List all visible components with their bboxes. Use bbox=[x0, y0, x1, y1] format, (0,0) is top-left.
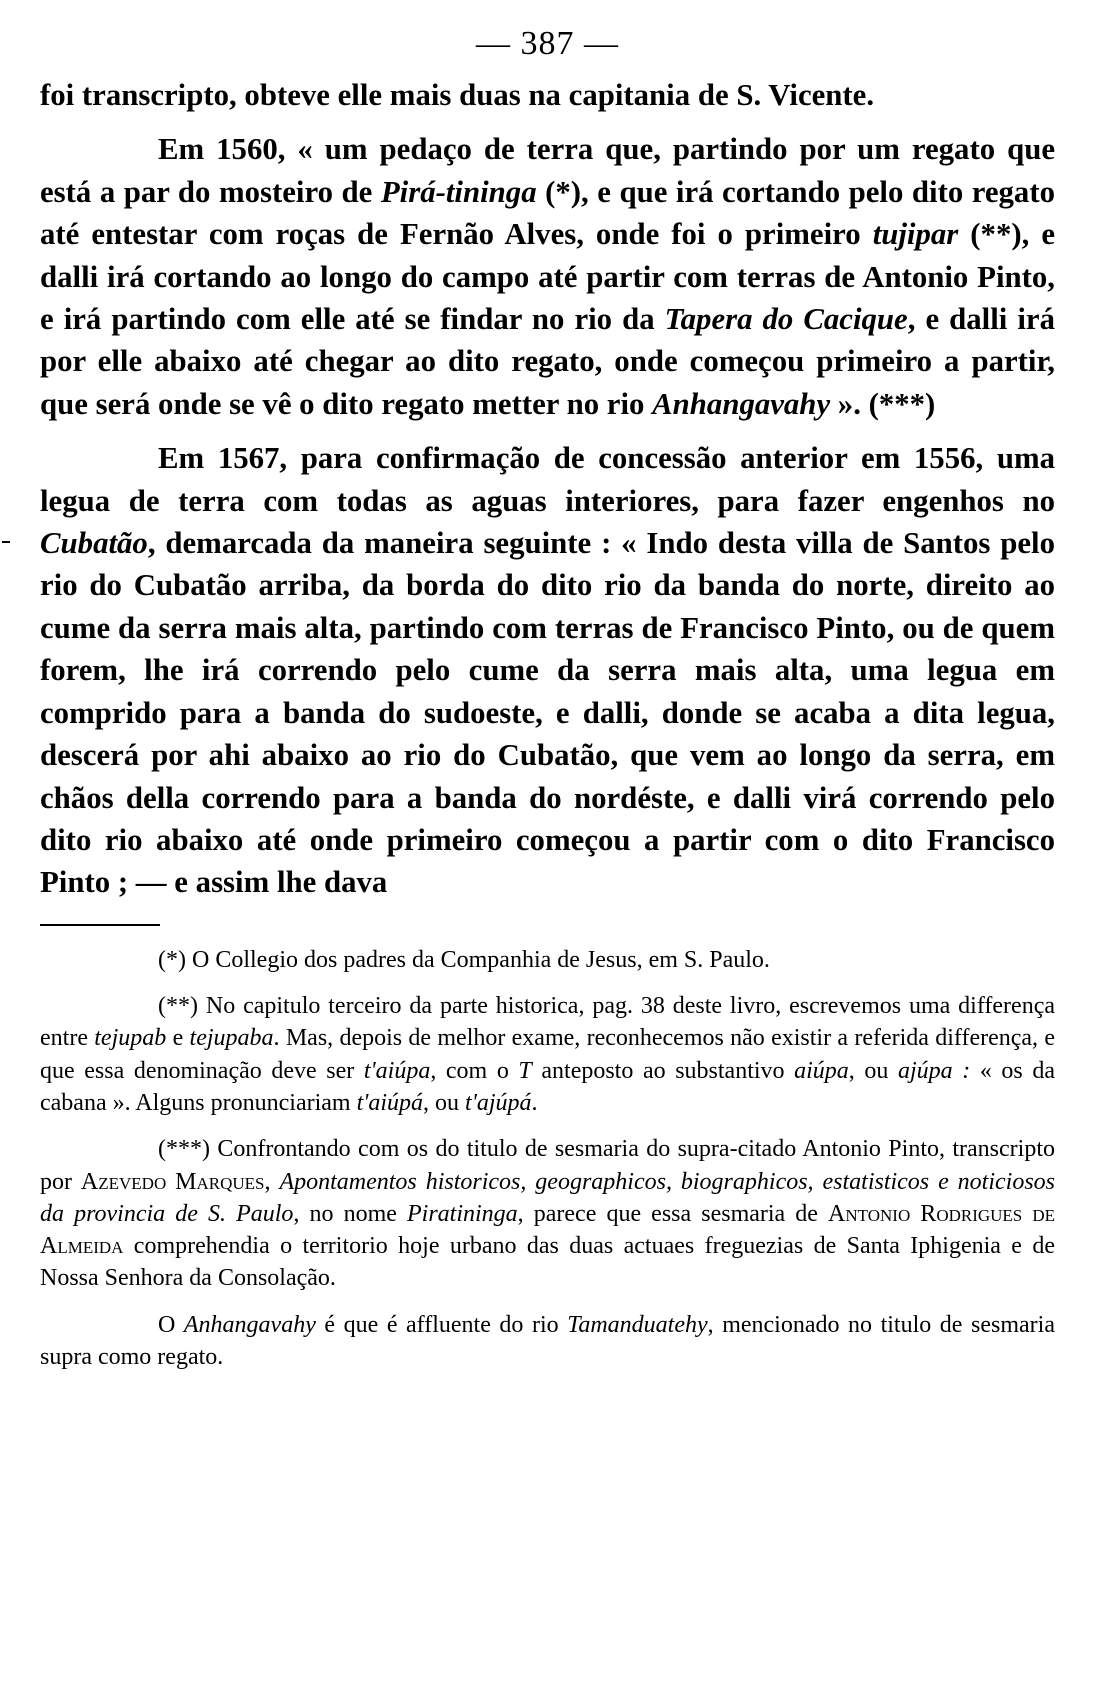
text-run: (*), e que irá cortando pelo dito regato até entestar com roças de Fernão Alves, onde foi o primeiro bbox=[40, 174, 1055, 252]
footnote bbox=[40, 1133, 1055, 1294]
text-run: Em 1560, « um pedaço de terra que, partindo por um regato que está a par do mosteiro de bbox=[40, 132, 1055, 209]
italic-text: tejupab bbox=[94, 1025, 167, 1052]
text-run: (**), e dalli irá cortando ao longo do campo até partir com terras de Antonio Pinto, e irá partindo com elle até se findar no rio da bbox=[40, 217, 1055, 337]
italic-text: Tamanduatehy bbox=[567, 1311, 708, 1338]
text-run: foi transcripto, obteve elle mais duas na capitania de S. Vicente. bbox=[40, 78, 875, 112]
italic-text: T bbox=[518, 1057, 532, 1084]
margin-mark bbox=[2, 541, 10, 543]
italic-text: aiúpa bbox=[794, 1057, 849, 1084]
text-run: , mencionado no titulo de sesmaria supra como regato. bbox=[40, 1311, 1055, 1370]
text-run: comprehendia o territorio hoje urbano das duas actuaes freguezias de Santa Iphigenia e de Nossa Senhora da Consolação. bbox=[40, 1233, 1055, 1292]
italic-text: Apontamentos historicos, geographicos, biographicos, estatisticos e noticiosos da provincia de S. Paulo bbox=[40, 1168, 1055, 1227]
text-run: , no nome bbox=[293, 1200, 407, 1227]
text-run: e bbox=[166, 1025, 190, 1052]
italic-text: tejupaba bbox=[189, 1025, 274, 1052]
footnote bbox=[40, 1309, 1055, 1374]
italic-text: Anhangavahy bbox=[652, 386, 831, 421]
paragraph bbox=[40, 437, 1055, 903]
text-run: , bbox=[264, 1168, 280, 1195]
paragraph bbox=[40, 128, 1055, 425]
text-run: (***) Confrontando com os do titulo de sesmaria do supra-citado Antonio Pinto, transcripto por bbox=[40, 1136, 1055, 1195]
text-run: , parece que essa sesmaria de bbox=[517, 1200, 829, 1227]
text-run: « os da cabana ». Alguns pronunciariam bbox=[40, 1057, 1056, 1116]
text-run: . bbox=[531, 1089, 538, 1116]
footnote-rule bbox=[40, 924, 160, 926]
footnotes bbox=[40, 944, 1055, 1374]
text-run: , demarcada da maneira seguinte : « Indo desta villa de Santos pelo rio do Cubatão arriba, da borda do dito rio da banda do norte, direito ao cume da serra mais alta, partindo com terras de Francisco Pinto, ou de quem forem, lhe irá correndo pelo cume da serra mais alta, uma legua em comprido para a banda do sudoeste, e dalli, donde se acaba a dita legua, descerá por ahi abaixo ao rio do Cubatão, que vem ao longo da serra, em chãos della correndo para a banda do nordéste, e dalli virá correndo pelo dito rio abaixo até onde primeiro começou a partir com o dito Francisco Pinto ; — e assim lhe dava bbox=[40, 526, 1055, 900]
small-caps-text: Azevedo Marques bbox=[80, 1168, 265, 1195]
page bbox=[40, 0, 1055, 1373]
italic-text: Pirá-tininga bbox=[380, 174, 537, 209]
text-run: , com o bbox=[430, 1057, 519, 1084]
text-run: (*) O Collegio dos padres da Companhia de Jesus, em S. Paulo. bbox=[158, 946, 770, 973]
text-run: , ou bbox=[848, 1057, 898, 1084]
italic-text: Anhangavahy bbox=[183, 1311, 316, 1338]
text-run: . Mas, depois de melhor exame, reconhecemos não existir a referida differença, e que essa denominação deve ser bbox=[40, 1025, 1055, 1084]
paragraph bbox=[40, 74, 1055, 116]
text-run: , ou bbox=[423, 1089, 466, 1116]
text-run: , e dalli irá por elle abaixo até chegar ao dito regato, onde começou primeiro a partir, que será onde se vê o dito regato metter no rio bbox=[40, 302, 1055, 421]
italic-text: tujipar bbox=[872, 217, 959, 252]
italic-text: ajúpa : bbox=[897, 1057, 971, 1084]
text-run: Em 1567, para confirmação de concessão anterior em 1556, uma legua de terra com todas as aguas interiores, para fazer engenhos no bbox=[40, 441, 1055, 518]
page-number: — 387 — bbox=[476, 25, 619, 62]
footnote bbox=[40, 944, 1055, 976]
italic-text: Tapera do Cacique bbox=[664, 302, 908, 337]
footnote bbox=[40, 990, 1055, 1119]
italic-text: t'aiúpa bbox=[363, 1057, 431, 1084]
small-caps-text: Antonio Rodrigues de Almeida bbox=[40, 1200, 1056, 1260]
body-text bbox=[40, 74, 1055, 904]
text-run: ». (***) bbox=[830, 386, 936, 421]
text-run: é que é affluente do rio bbox=[315, 1311, 568, 1338]
text-run: O bbox=[158, 1311, 184, 1338]
italic-text: Piratininga bbox=[407, 1200, 518, 1227]
italic-text: t'ajúpá bbox=[465, 1089, 532, 1116]
italic-text: t'aiúpá bbox=[356, 1089, 424, 1116]
text-run: (**) No capitulo terceiro da parte historica, pag. 38 deste livro, escrevemos uma differença entre bbox=[40, 993, 1055, 1052]
italic-text: Cubatão bbox=[40, 526, 148, 561]
text-run: anteposto ao substantivo bbox=[531, 1057, 795, 1084]
